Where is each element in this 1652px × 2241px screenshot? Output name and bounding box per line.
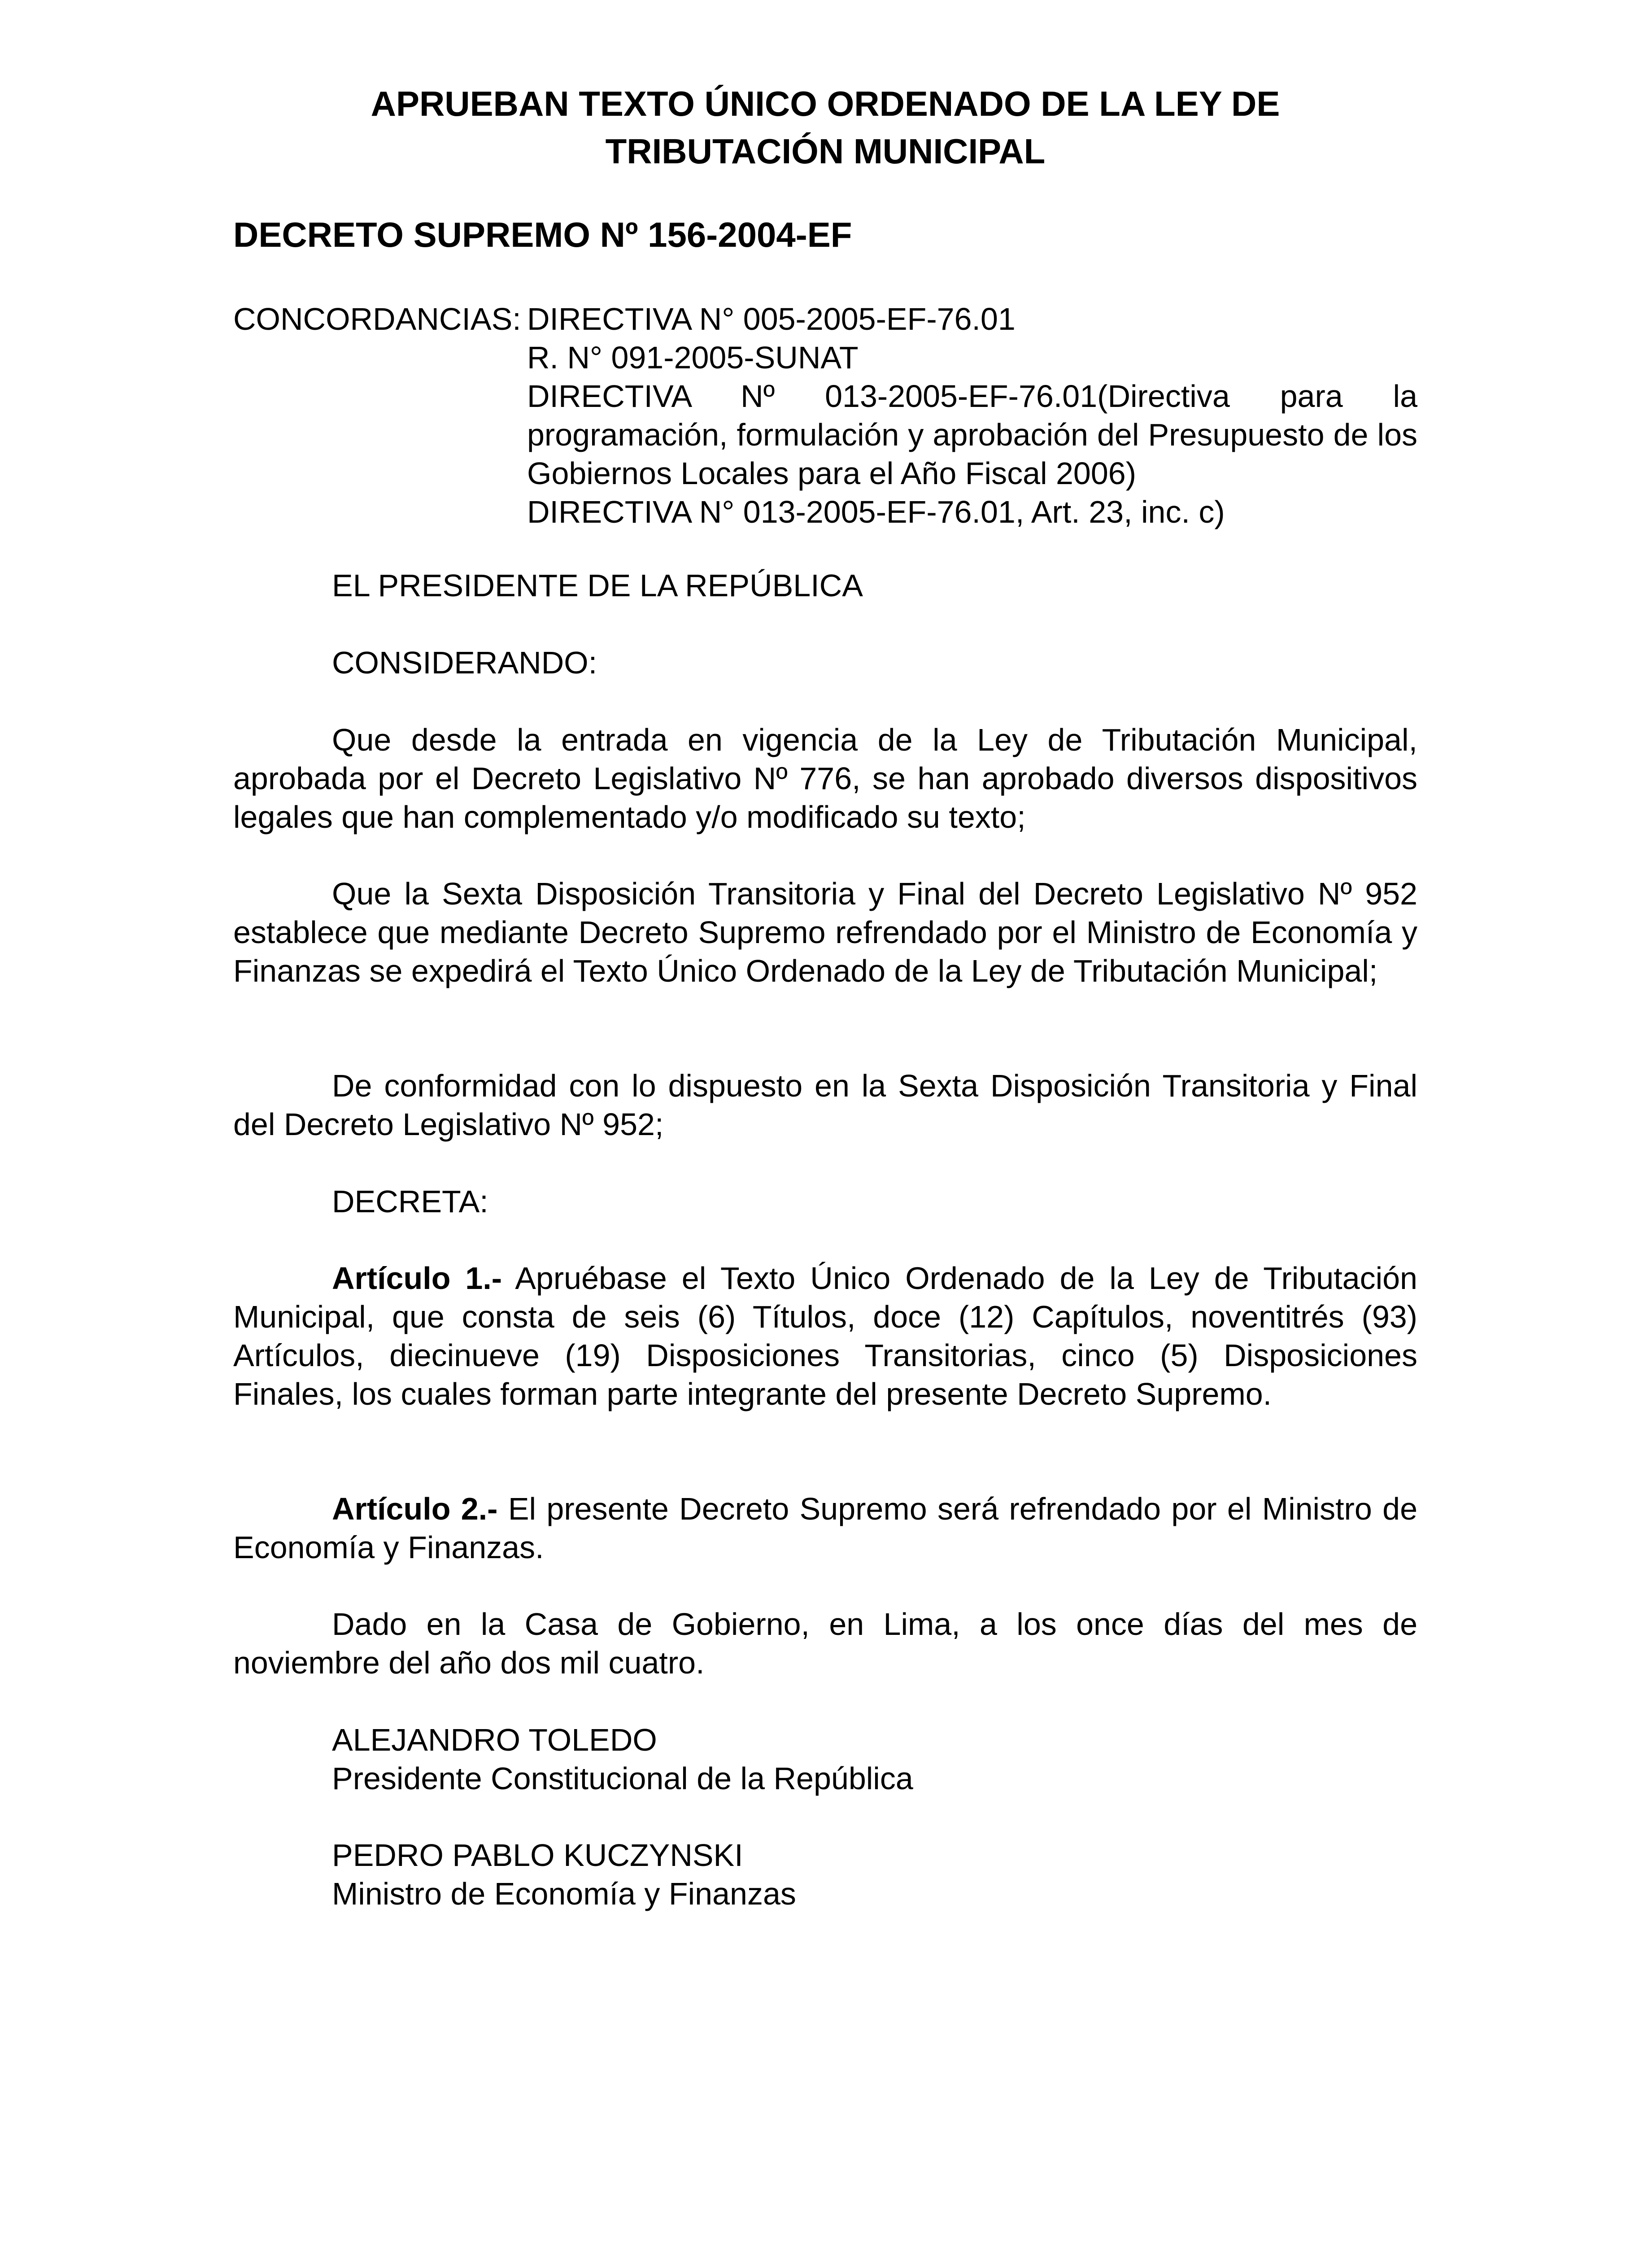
signature-name: ALEJANDRO TOLEDO <box>332 1722 657 1757</box>
signature-name: PEDRO PABLO KUCZYNSKI <box>332 1838 743 1873</box>
considerando-paragraph-1: Que desde la entrada en vigencia de la Ley de Tributación Municipal, aprobada por el Decreto Legislativo Nº 776, se han aprobado diversos dispositivos legales que han complementado y/o modificado su texto; <box>233 722 1417 834</box>
concordancia-entry: DIRECTIVA Nº 013-2005-EF-76.01(Directiva para la programación, formulación y aprobación del Presupuesto de los Gobiernos Locales para el Año Fiscal 2006) <box>527 379 1417 491</box>
concordancias-label: CONCORDANCIAS: <box>233 301 521 336</box>
article-1-label: Artículo 1.- <box>332 1261 502 1296</box>
signature-2 <box>332 1836 796 1913</box>
considerando-paragraph-2: Que la Sexta Disposición Transitoria y Final del Decreto Legislativo Nº 952 establece que mediante Decreto Supremo refrendado por el Ministro de Economía y Finanzas se expedirá el Texto Único Ordenado de la Ley de Tributación Municipal; <box>233 876 1417 988</box>
signature-role: Ministro de Economía y Finanzas <box>332 1876 796 1911</box>
article-2-label: Artículo 2.- <box>332 1491 498 1526</box>
decreta-heading: DECRETA: <box>332 1184 488 1219</box>
article-1-text: Apruébase el Texto Único Ordenado de la Ley de Tributación Municipal, que consta de seis (6) Títulos, doce (12) Capítulos, noventitrés (93) Artículos, diecinueve (19) Disposiciones Transitorias, cinco (5) Disposiciones Finales, los cuales forman parte integrante del presente Decreto Supremo. <box>233 1261 1417 1411</box>
document-title <box>233 80 1417 175</box>
concordancia-entry: R. N° 091-2005-SUNAT <box>527 340 859 375</box>
article-1 <box>233 1259 1417 1413</box>
signature-role: Presidente Constitucional de la República <box>332 1761 913 1796</box>
concordancias-list <box>527 300 1417 531</box>
dado-paragraph: Dado en la Casa de Gobierno, en Lima, a los once días del mes de noviembre del año dos mil cuatro. <box>233 1607 1417 1680</box>
article-2 <box>233 1490 1417 1567</box>
decree-heading: DECRETO SUPREMO Nº 156-2004-EF <box>233 215 852 254</box>
signature-1 <box>332 1721 913 1798</box>
title-line-1: APRUEBAN TEXTO ÚNICO ORDENADO DE LA LEY DE <box>371 84 1280 123</box>
concordancia-entry: DIRECTIVA N° 013-2005-EF-76.01, Art. 23, inc. c) <box>527 494 1225 529</box>
concordancia-entry: DIRECTIVA N° 005-2005-EF-76.01 <box>527 301 1016 336</box>
considerando-heading: CONSIDERANDO: <box>332 645 597 680</box>
considerando-paragraph-3: De conformidad con lo dispuesto en la Sexta Disposición Transitoria y Final del Decreto Legislativo Nº 952; <box>233 1068 1417 1142</box>
article-2-text: El presente Decreto Supremo será refrendado por el Ministro de Economía y Finanzas. <box>233 1491 1417 1565</box>
presidente-heading: EL PRESIDENTE DE LA REPÚBLICA <box>332 568 863 603</box>
title-line-2: TRIBUTACIÓN MUNICIPAL <box>605 131 1046 171</box>
